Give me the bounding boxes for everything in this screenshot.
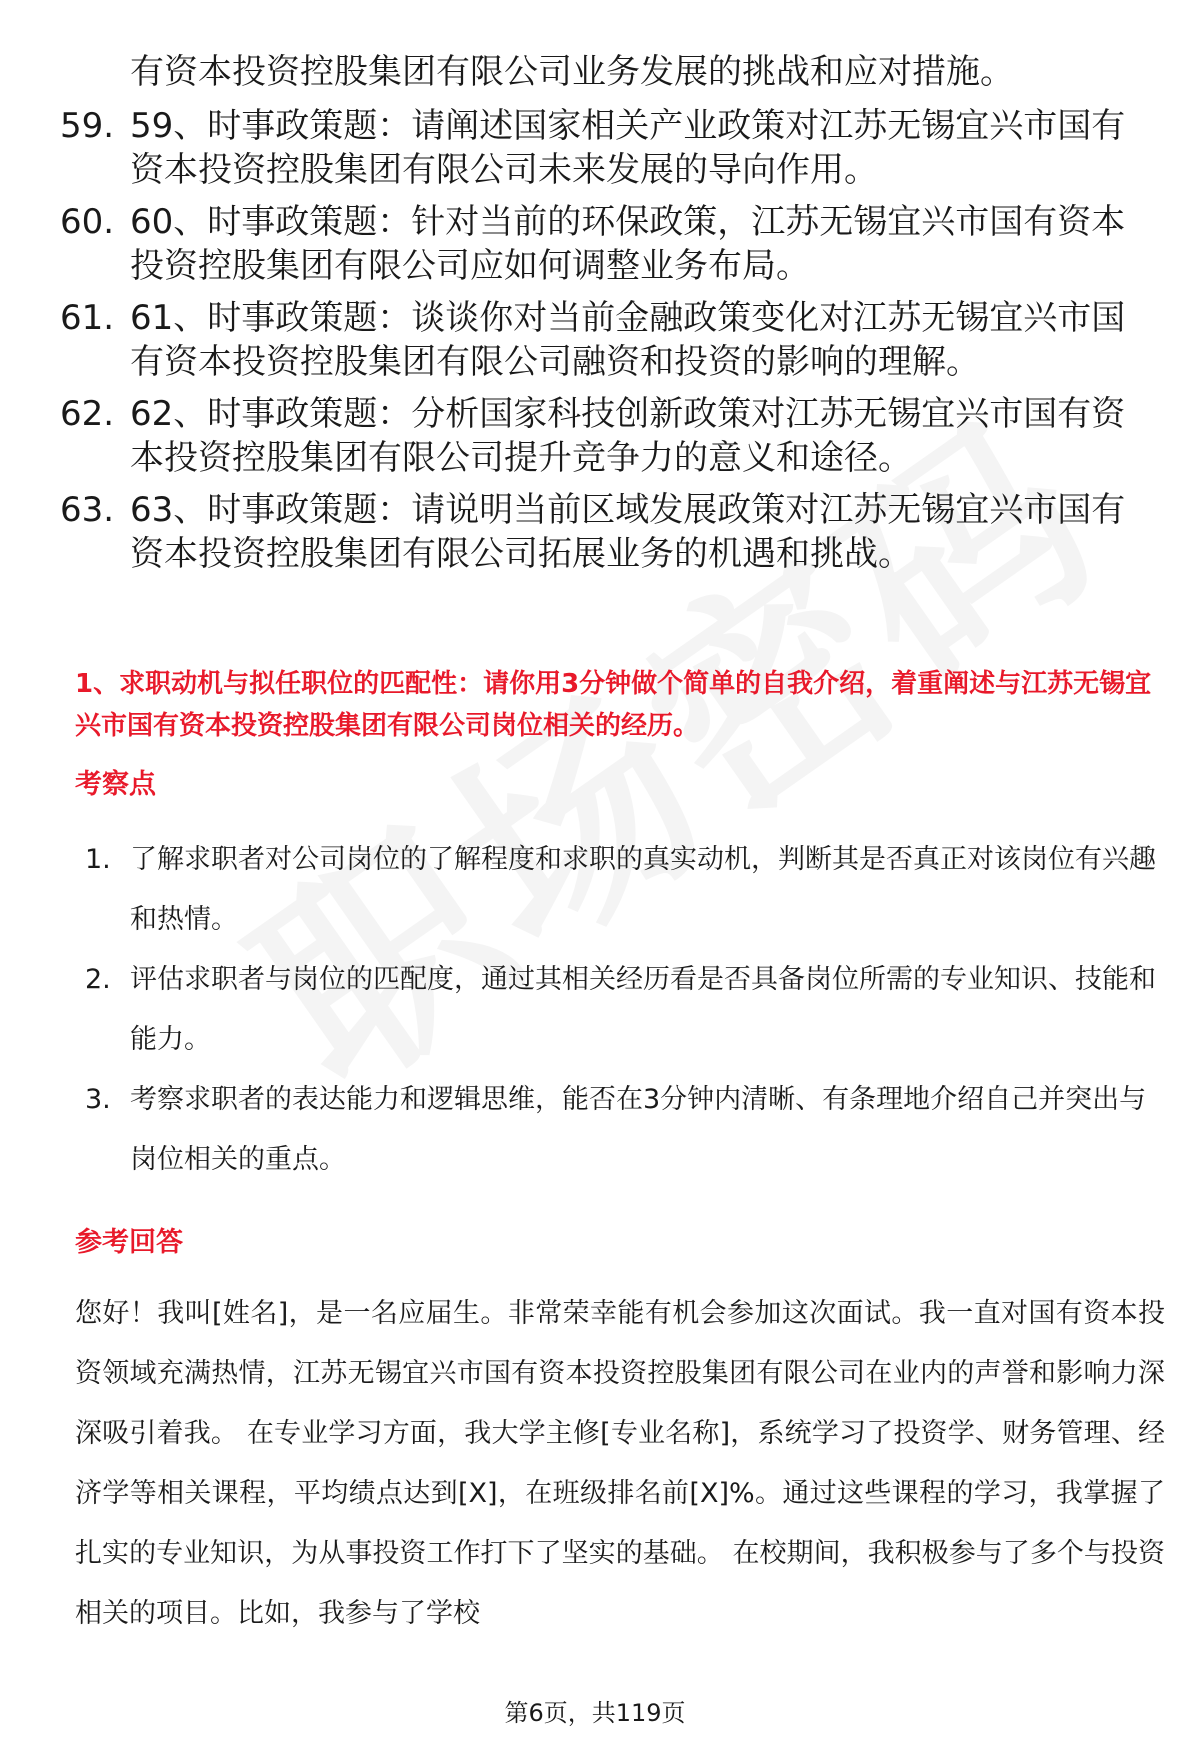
question-number: 59. <box>60 106 115 146</box>
question-continuation: 有资本投资控股集团有限公司业务发展的挑战和应对措施。 <box>130 52 1014 92</box>
points-heading: 考察点 <box>75 769 156 800</box>
answer-heading: 参考回答 <box>75 1227 183 1258</box>
question-text: 62、时事政策题：分析国家科技创新政策对江苏无锡宜兴市国有资本投资控股集团有限公司提升竞争力的意义和途径。 <box>130 394 1126 478</box>
point-number: 3. <box>85 1084 111 1115</box>
point-number: 1. <box>85 844 111 875</box>
question-text: 61、时事政策题：谈谈你对当前金融政策变化对江苏无锡宜兴市国有资本投资控股集团有限公司融资和投资的影响的理解。 <box>130 298 1126 382</box>
page-footer: 第6页，共119页 <box>504 1699 686 1727</box>
question-number: 62. <box>60 394 115 434</box>
answer-text: 您好！我叫[姓名]，是一名应届生。非常荣幸能有机会参加这次面试。我一直对国有资本投资领域充满热情，江苏无锡宜兴市国有资本投资控股集团有限公司在业内的声誉和影响力深深吸引着我。 在专业学习方面，我大学主修[专业名称]，系统学习了投资学、财务管理、经济学等相关课程，平均绩点达到[X]，在班级排名前[X]%。通过这些课程的学习，我掌握了扎实的专业知识，为从事投资工作打下了坚实的基础。 在校期间，我积极参与了多个与投资相关的项目。比如，我参与了学校 <box>75 1298 1165 1629</box>
section-question-heading: 1、求职动机与拟任职位的匹配性：请你用3分钟做个简单的自我介绍，着重阐述与江苏无锡宜兴市国有资本投资控股集团有限公司岗位相关的经历。 <box>75 669 1152 741</box>
question-text: 59、时事政策题：请阐述国家相关产业政策对江苏无锡宜兴市国有资本投资控股集团有限公司未来发展的导向作用。 <box>130 106 1126 190</box>
question-text: 60、时事政策题：针对当前的环保政策，江苏无锡宜兴市国有资本投资控股集团有限公司应如何调整业务布局。 <box>130 202 1126 286</box>
question-number: 61. <box>60 298 115 338</box>
point-number: 2. <box>85 964 111 995</box>
question-number: 63. <box>60 490 115 530</box>
question-number: 60. <box>60 202 115 242</box>
point-text: 评估求职者与岗位的匹配度，通过其相关经历看是否具备岗位所需的专业知识、技能和能力。 <box>130 964 1156 1055</box>
question-text: 63、时事政策题：请说明当前区域发展政策对江苏无锡宜兴市国有资本投资控股集团有限公司拓展业务的机遇和挑战。 <box>130 490 1126 574</box>
point-text: 考察求职者的表达能力和逻辑思维，能否在3分钟内清晰、有条理地介绍自己并突出与岗位相关的重点。 <box>130 1084 1147 1175</box>
point-text: 了解求职者对公司岗位的了解程度和求职的真实动机，判断其是否真正对该岗位有兴趣和热情。 <box>130 844 1156 935</box>
